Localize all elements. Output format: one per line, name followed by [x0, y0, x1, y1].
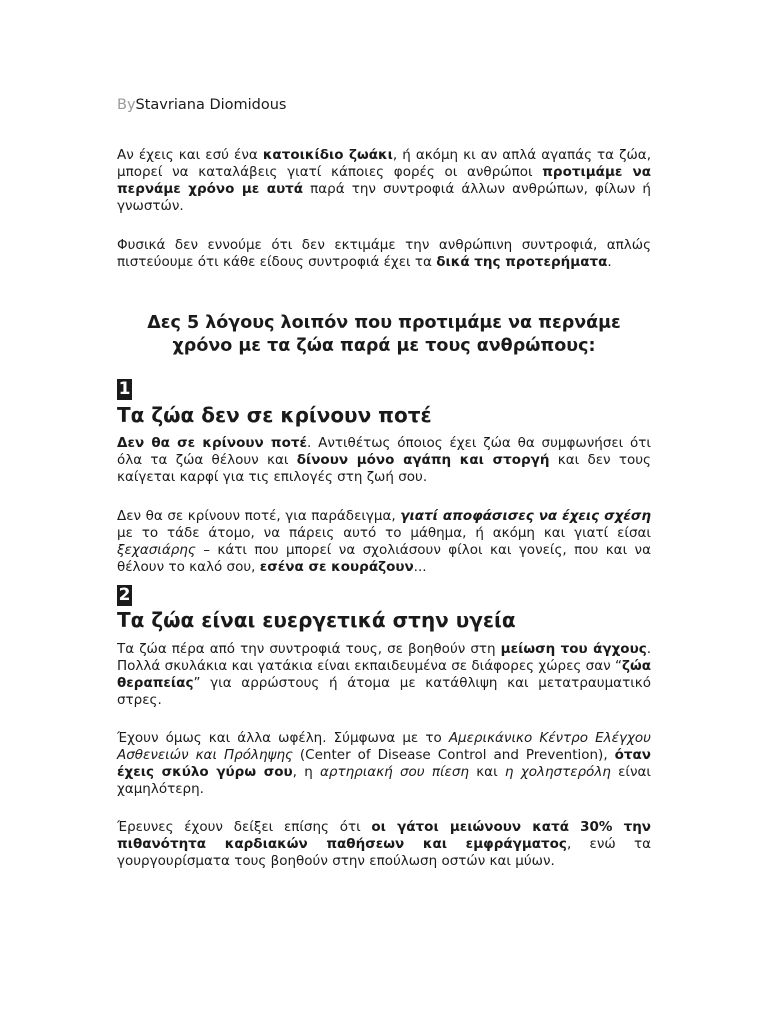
emphasis: δίνουν μόνο αγάπη και στοργή	[296, 452, 550, 468]
text: ” για αρρώστους ή άτομα με κατάθλιψη και μετατραυματικό στρες.	[117, 675, 651, 708]
intro-paragraph-1	[117, 147, 651, 215]
text: , η	[292, 764, 321, 780]
text: Δεν θα σε κρίνουν ποτέ, για παράδειγμα,	[117, 508, 401, 524]
text: Αν έχεις και εσύ ένα	[117, 147, 263, 163]
emphasis: Δεν θα σε κρίνουν ποτέ	[117, 435, 307, 451]
section-heading: Δες 5 λόγους λοιπόν που προτιμάμε να περνάμε χρόνο με τα ζώα παρά με τους ανθρώπους:	[147, 313, 621, 356]
emphasis: κατοικίδιο ζωάκι	[262, 147, 393, 163]
section-2-title: Τα ζώα είναι ευεργετικά στην υγεία	[117, 608, 516, 632]
text: είναι χαμηλότερη.	[117, 764, 652, 797]
number-badge-1: 1	[118, 379, 131, 399]
italic-text: ξεχασιάρης	[117, 542, 196, 558]
section-2-paragraph-2	[117, 730, 651, 798]
intro-paragraph-2	[117, 237, 651, 271]
section-2-paragraph-3	[117, 819, 651, 870]
emphasis: γιατί αποφάσισες να έχεις σχέση	[400, 508, 651, 524]
emphasis: όταν έχεις σκύλο γύρω σου	[117, 747, 651, 780]
text: . Πολλά σκυλάκια και γατάκια είναι εκπαιδευμένα σε διάφορες χώρες σαν “	[117, 641, 651, 674]
text: με το τάδε άτομο, να πάρεις αυτό το μάθημα, ή ακόμη και γιατί είσαι	[117, 525, 651, 541]
italic-text: αρτηριακή σου πίεση	[320, 764, 469, 780]
byline	[117, 97, 287, 113]
emphasis: οι γάτοι μειώνουν κατά 30% την πιθανότητα καρδιακών παθήσεων και εμφράγματος	[117, 819, 651, 852]
text: Έχουν όμως και άλλα ωφέλη. Σύμφωνα με το	[117, 730, 449, 746]
number-badge-2: 2	[118, 585, 131, 605]
text: – κάτι που μπορεί να σχολιάσουν φίλοι και γονείς, που και να θέλουν το καλό σου,	[117, 542, 651, 575]
text: , ενώ τα γουργουρίσματα τους βοηθούν στην επούλωση οστών και μύων.	[117, 836, 651, 869]
text: .	[607, 254, 612, 270]
text: παρά την συντροφιά άλλων ανθρώπων, φίλων ή γνωστών.	[117, 181, 651, 214]
emphasis: προτιμάμε να περνάμε χρόνο με αυτά	[117, 164, 651, 197]
section-1-paragraph-2	[117, 508, 651, 576]
text: Τα ζώα πέρα από την συντροφιά τους, σε βοηθούν στη	[117, 641, 501, 657]
text: και δεν τους καίγεται καρφί για τις επιλογές στη ζωή σου.	[117, 452, 651, 485]
text: και	[468, 764, 505, 780]
author-name[interactable]: Stavriana Diomidous	[135, 97, 287, 113]
text: Φυσικά δεν εννούμε ότι δεν εκτιμάμε την ανθρώπινη συντροφιά, απλώς πιστεύουμε ότι κάθε είδους συντροφιά έχει τα	[117, 237, 651, 270]
section-1-paragraph-1	[117, 435, 651, 486]
emphasis: δικά της προτερήματα	[436, 254, 608, 270]
byline-prefix: By	[117, 97, 136, 113]
italic-text: η χοληστερόλη	[504, 764, 611, 780]
emphasis: ζώα θεραπείας	[117, 658, 651, 691]
italic-text: Αμερικάνικο Κέντρο Ελέγχου Ασθενειών και Πρόληψης	[117, 730, 651, 763]
text: ...	[413, 559, 427, 575]
text: , ή ακόμη κι αν απλά αγαπάς τα ζώα, μπορεί να καταλάβεις γιατί κάποιες φορές οι ανθρώποι	[117, 147, 651, 180]
emphasis: εσένα σε κουράζουν	[259, 559, 414, 575]
text: (Center of Disease Control and Prevention),	[292, 747, 615, 763]
section-1-title: Τα ζώα δεν σε κρίνουν ποτέ	[117, 403, 432, 427]
text: Έρευνες έχουν δείξει επίσης ότι	[117, 819, 372, 835]
text: . Αντιθέτως όποιος έχει ζώα θα συμφωνήσει ότι όλα τα ζώα θέλουν και	[117, 435, 652, 468]
section-2-paragraph-1	[117, 641, 651, 709]
emphasis: μείωση του άγχους	[500, 641, 647, 657]
